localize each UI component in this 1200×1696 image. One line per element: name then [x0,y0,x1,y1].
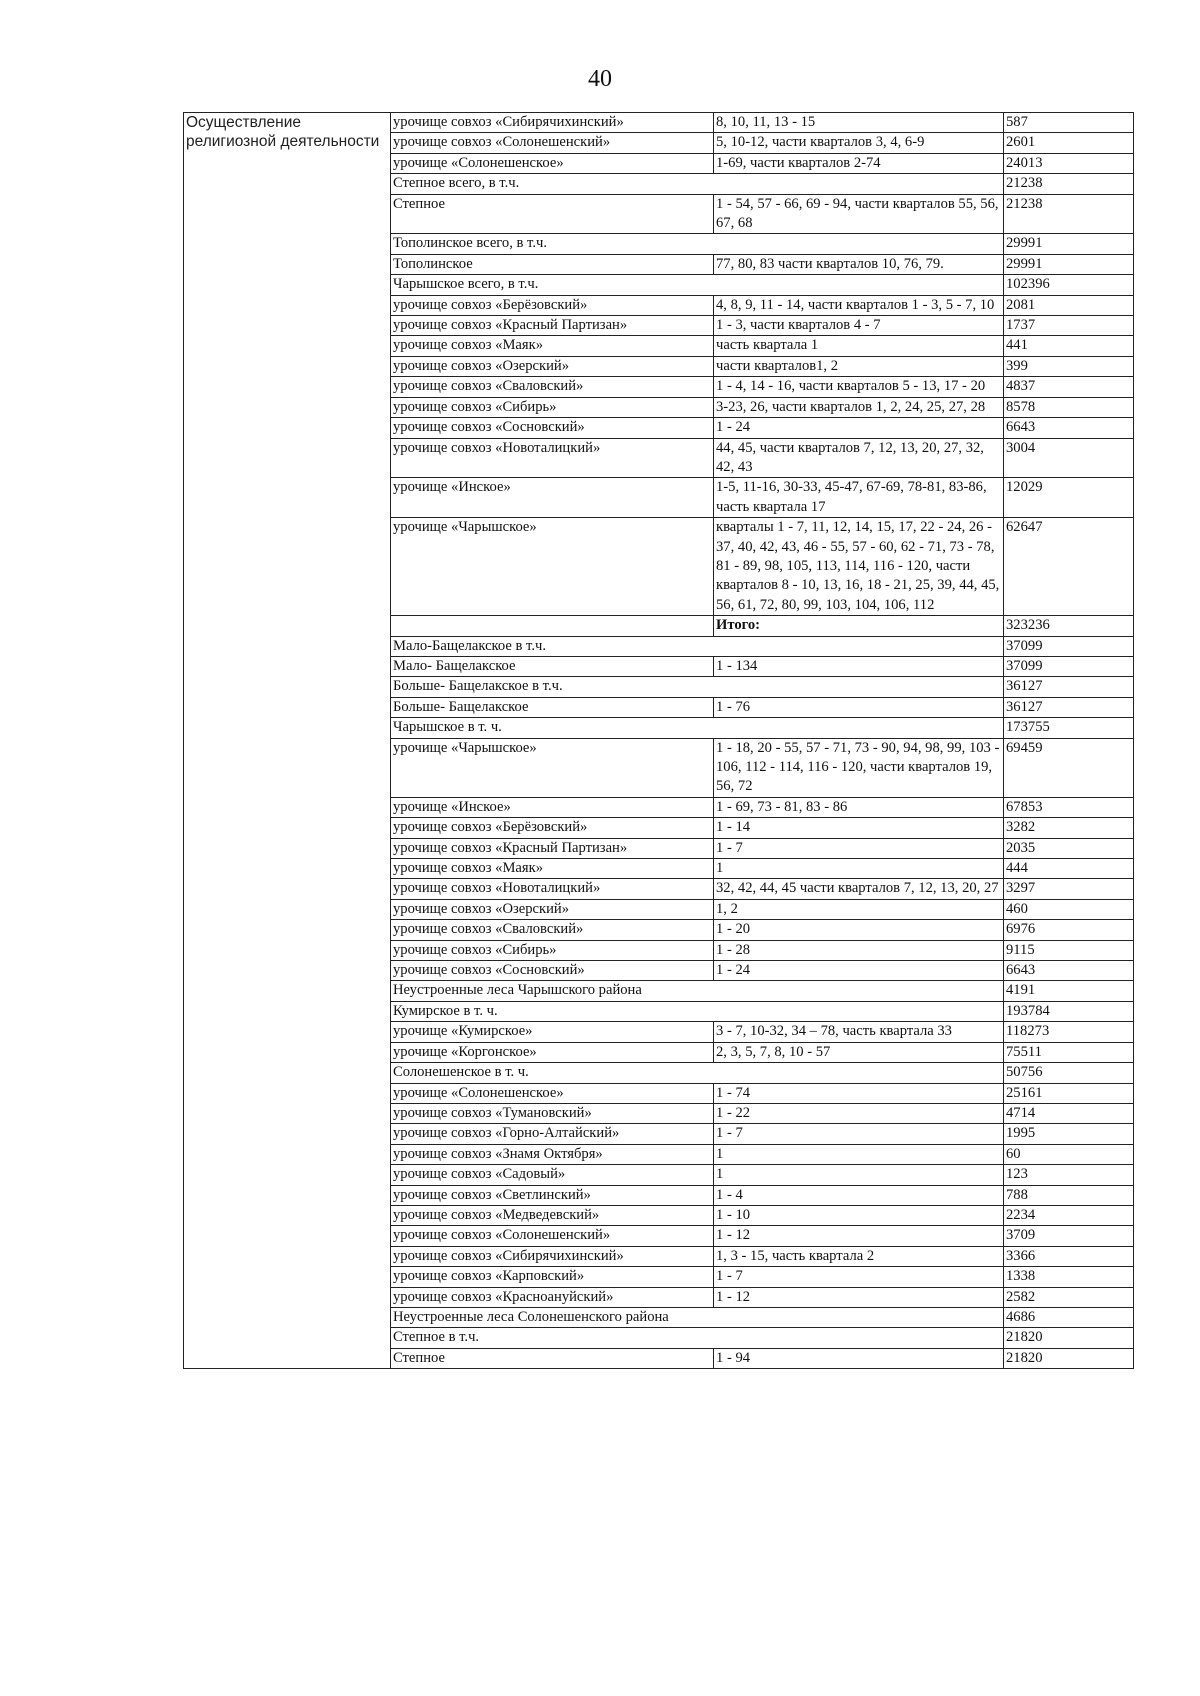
location-name-cell: урочище совхоз «Сибирь» [391,940,714,960]
quarters-cell: 4, 8, 9, 11 - 14, части кварталов 1 - 3, 5 - 7, 10 [714,295,1004,315]
area-cell: 1995 [1004,1124,1134,1144]
location-name-cell: Больше- Бащелакское [391,697,714,717]
quarters-cell: 1 - 22 [714,1103,1004,1123]
quarters-cell: 1 - 54, 57 - 66, 69 - 94, части кварталов 55, 56, 67, 68 [714,194,1004,234]
location-name-cell: урочище совхоз «Светлинский» [391,1185,714,1205]
location-name-cell: Неустроенные леса Чарышского района [391,981,1004,1001]
area-cell: 788 [1004,1185,1134,1205]
location-name-cell: урочище совхоз «Озерский» [391,356,714,376]
quarters-cell: 1 - 12 [714,1226,1004,1246]
area-cell: 37099 [1004,636,1134,656]
area-cell: 25161 [1004,1083,1134,1103]
area-cell: 6643 [1004,418,1134,438]
location-name-cell: урочище совхоз «Озерский» [391,899,714,919]
page-number: 40 [588,66,612,92]
quarters-cell: части кварталов1, 2 [714,356,1004,376]
location-name-cell: урочище совхоз «Тумановский» [391,1103,714,1123]
area-cell: 323236 [1004,616,1134,636]
quarters-cell: 3 - 7, 10-32, 34 – 78, часть квартала 33 [714,1022,1004,1042]
quarters-cell: 32, 42, 44, 45 части кварталов 7, 12, 13, 20, 27 [714,879,1004,899]
area-cell: 4191 [1004,981,1134,1001]
location-name-cell: урочище совхоз «Солонешенский» [391,1226,714,1246]
quarters-cell: Итого: [714,616,1004,636]
area-cell: 67853 [1004,797,1134,817]
location-name-cell: Неустроенные леса Солонешенского района [391,1307,1004,1327]
area-cell: 441 [1004,336,1134,356]
area-cell: 123 [1004,1165,1134,1185]
area-cell: 29991 [1004,254,1134,274]
location-name-cell: Чарышское всего, в т.ч. [391,275,1004,295]
quarters-cell: 1 - 4 [714,1185,1004,1205]
location-name-cell: урочище совхоз «Горно-Алтайский» [391,1124,714,1144]
quarters-cell: 1 [714,1165,1004,1185]
area-cell: 50756 [1004,1063,1134,1083]
quarters-cell: 1 - 7 [714,1267,1004,1287]
area-cell: 12029 [1004,478,1134,518]
area-cell: 21238 [1004,174,1134,194]
area-cell: 118273 [1004,1022,1134,1042]
location-name-cell: урочище совхоз «Сосновский» [391,961,714,981]
area-cell: 1737 [1004,316,1134,336]
location-name-cell: урочище «Солонешенское» [391,153,714,173]
forest-quarters-table [183,112,1134,1369]
location-name-cell: урочище «Коргонское» [391,1042,714,1062]
location-name-cell: урочище совхоз «Знамя Октября» [391,1144,714,1164]
location-name-cell: урочище совхоз «Солонешенский» [391,133,714,153]
location-name-cell: урочище совхоз «Сибирь» [391,397,714,417]
area-cell: 4714 [1004,1103,1134,1123]
location-name-cell: Мало- Бащелакское [391,656,714,676]
area-cell: 6976 [1004,920,1134,940]
quarters-cell: 1 - 24 [714,961,1004,981]
location-name-cell: Степное [391,194,714,234]
quarters-cell: 1 - 12 [714,1287,1004,1307]
quarters-cell: 1 [714,859,1004,879]
quarters-cell: 1 - 4, 14 - 16, части кварталов 5 - 13, 17 - 20 [714,377,1004,397]
area-cell: 21820 [1004,1348,1134,1368]
location-name-cell: урочище совхоз «Красноануйский» [391,1287,714,1307]
quarters-cell: 1 - 24 [714,418,1004,438]
area-cell: 8578 [1004,397,1134,417]
location-name-cell: Тополинское всего, в т.ч. [391,234,1004,254]
area-cell: 2234 [1004,1205,1134,1225]
location-name-cell: урочище совхоз «Новоталицкий» [391,879,714,899]
location-name-cell: Солонешенское в т. ч. [391,1063,1004,1083]
area-cell: 399 [1004,356,1134,376]
area-cell: 3004 [1004,438,1134,478]
area-cell: 2582 [1004,1287,1134,1307]
location-name-cell: урочище совхоз «Берёзовский» [391,295,714,315]
location-name-cell: Кумирское в т. ч. [391,1001,1004,1021]
area-cell: 36127 [1004,697,1134,717]
location-name-cell: Чарышское в т. ч. [391,718,1004,738]
area-cell: 3709 [1004,1226,1134,1246]
location-name-cell: урочище «Кумирское» [391,1022,714,1042]
quarters-cell: 1 - 94 [714,1348,1004,1368]
location-name-cell: урочище совхоз «Карповский» [391,1267,714,1287]
quarters-cell: кварталы 1 - 7, 11, 12, 14, 15, 17, 22 - 24, 26 - 37, 40, 42, 43, 46 - 55, 57 - 60, 62 - 71, 73 - 78, 81 - 89, 98, 105, 113, 114, 116 - 120, части кварталов 8 - 10, 13, 16, 18 - 21, 25, 39, 44, 45, 56, 61, 72, 80, 99, 103, 104, 106, 112 [714,518,1004,616]
quarters-cell: 1 - 134 [714,656,1004,676]
area-cell: 2035 [1004,838,1134,858]
location-name-cell: урочище совхоз «Новоталицкий» [391,438,714,478]
area-cell: 24013 [1004,153,1134,173]
area-cell: 21238 [1004,194,1134,234]
area-cell: 60 [1004,1144,1134,1164]
quarters-cell: 77, 80, 83 части кварталов 10, 76, 79. [714,254,1004,274]
location-name-cell: урочище совхоз «Маяк» [391,859,714,879]
location-name-cell: урочище «Инское» [391,797,714,817]
area-cell: 37099 [1004,656,1134,676]
quarters-cell: 44, 45, части кварталов 7, 12, 13, 20, 27, 32, 42, 43 [714,438,1004,478]
area-cell: 1338 [1004,1267,1134,1287]
location-name-cell: Тополинское [391,254,714,274]
area-cell: 4837 [1004,377,1134,397]
location-name-cell: урочище совхоз «Сваловский» [391,377,714,397]
table-row [184,113,1134,133]
area-cell: 102396 [1004,275,1134,295]
location-name-cell: урочище совхоз «Сосновский» [391,418,714,438]
quarters-cell: 1 - 69, 73 - 81, 83 - 86 [714,797,1004,817]
location-name-cell: урочище совхоз «Сибирячихинский» [391,113,714,133]
location-name-cell: урочище совхоз «Сваловский» [391,920,714,940]
quarters-cell: 2, 3, 5, 7, 8, 10 - 57 [714,1042,1004,1062]
location-name-cell: урочище совхоз «Красный Партизан» [391,316,714,336]
area-cell: 21820 [1004,1328,1134,1348]
quarters-cell: 1 - 7 [714,838,1004,858]
quarters-cell: часть квартала 1 [714,336,1004,356]
quarters-cell: 1-69, части кварталов 2-74 [714,153,1004,173]
quarters-cell: 1 - 20 [714,920,1004,940]
quarters-cell: 1 [714,1144,1004,1164]
quarters-cell: 1 - 14 [714,818,1004,838]
area-cell: 36127 [1004,677,1134,697]
area-cell: 2081 [1004,295,1134,315]
area-cell: 2601 [1004,133,1134,153]
quarters-cell: 1, 2 [714,899,1004,919]
quarters-cell: 1-5, 11-16, 30-33, 45-47, 67-69, 78-81, 83-86, часть квартала 17 [714,478,1004,518]
area-cell: 173755 [1004,718,1134,738]
table-body [184,113,1134,1369]
location-name-cell: урочище «Чарышское» [391,738,714,797]
quarters-cell: 1 - 74 [714,1083,1004,1103]
location-name-cell: Степное всего, в т.ч. [391,174,1004,194]
quarters-cell: 3-23, 26, части кварталов 1, 2, 24, 25, 27, 28 [714,397,1004,417]
area-cell: 69459 [1004,738,1134,797]
area-cell: 3366 [1004,1246,1134,1266]
category-cell: Осуществление религиозной деятельности [184,113,391,1369]
location-name-cell: урочище «Чарышское» [391,518,714,616]
quarters-cell: 1 - 28 [714,940,1004,960]
area-cell: 6643 [1004,961,1134,981]
quarters-cell: 8, 10, 11, 13 - 15 [714,113,1004,133]
area-cell: 193784 [1004,1001,1134,1021]
area-cell: 75511 [1004,1042,1134,1062]
location-name-cell [391,616,714,636]
location-name-cell: Мало-Бащелакское в т.ч. [391,636,1004,656]
location-name-cell: урочище совхоз «Сибирячихинский» [391,1246,714,1266]
location-name-cell: Степное [391,1348,714,1368]
area-cell: 3297 [1004,879,1134,899]
location-name-cell: урочище совхоз «Маяк» [391,336,714,356]
quarters-cell: 1 - 7 [714,1124,1004,1144]
location-name-cell: Больше- Бащелакское в т.ч. [391,677,1004,697]
quarters-cell: 1 - 76 [714,697,1004,717]
area-cell: 3282 [1004,818,1134,838]
quarters-cell: 5, 10-12, части кварталов 3, 4, 6-9 [714,133,1004,153]
area-cell: 4686 [1004,1307,1134,1327]
area-cell: 9115 [1004,940,1134,960]
quarters-cell: 1, 3 - 15, часть квартала 2 [714,1246,1004,1266]
area-cell: 460 [1004,899,1134,919]
location-name-cell: урочище «Солонешенское» [391,1083,714,1103]
location-name-cell: урочище «Инское» [391,478,714,518]
area-cell: 29991 [1004,234,1134,254]
location-name-cell: Степное в т.ч. [391,1328,1004,1348]
quarters-cell: 1 - 10 [714,1205,1004,1225]
area-cell: 587 [1004,113,1134,133]
quarters-cell: 1 - 3, части кварталов 4 - 7 [714,316,1004,336]
location-name-cell: урочище совхоз «Берёзовский» [391,818,714,838]
location-name-cell: урочище совхоз «Красный Партизан» [391,838,714,858]
location-name-cell: урочище совхоз «Садовый» [391,1165,714,1185]
area-cell: 444 [1004,859,1134,879]
location-name-cell: урочище совхоз «Медведевский» [391,1205,714,1225]
area-cell: 62647 [1004,518,1134,616]
quarters-cell: 1 - 18, 20 - 55, 57 - 71, 73 - 90, 94, 98, 99, 103 - 106, 112 - 114, 116 - 120, части кварталов 19, 56, 72 [714,738,1004,797]
